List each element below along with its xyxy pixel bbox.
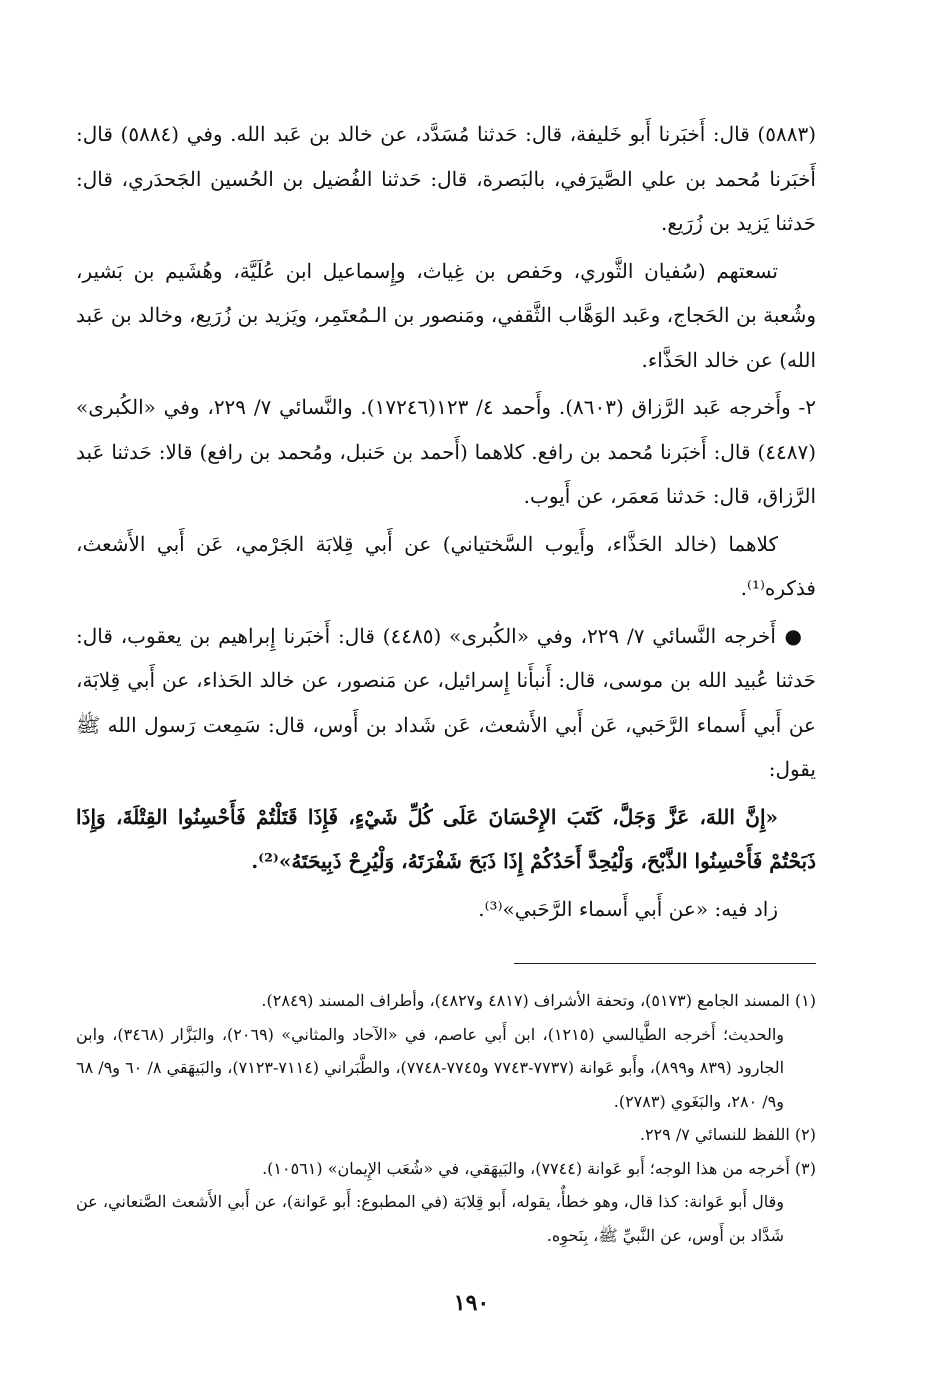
both-narrators-paragraph: كلاهما (خالد الحَذَّاء، وأَيوب السَّختياني) عن أَبي قِلابَة الجَرْمي، عَن أَبي الأَشعث، فذكره⁽¹⁾.: [76, 531, 816, 600]
bullet-icon: ●: [784, 623, 802, 648]
footnote-3: (٣) أَخرجه من هذا الوجه؛ أَبو عَوانة (٧٧٤٤)، والبَيهَقي، في «شُعَب الإِيمان» (١٠٥٦١).: [262, 1158, 816, 1178]
takhrij-paragraph: ٢- وأَخرجه عَبد الرَّزاق (٨٦٠٣). وأَحمد ٤/ ١٢٣(١٧٢٤٦). والنَّسائي ٧/ ٢٢٩، وفي «الكُبرى» (٤٤٨٧) قال: أَخبَرنا مُحمد بن رافع. كلاهما (أَحمد بن حَنبل، ومُحمد بن رافع) قالا: حَدثنا عَبد الرَّزاق، قال: حَدثنا مَعمَر، عن أَيوب.: [76, 395, 817, 508]
footnote-2: (٢) اللفظ للنسائي ٧/ ٢٢٩.: [639, 1125, 816, 1144]
footnote-1: (١) المسند الجامع (٥١٧٣)، وتحفة الأشراف (٤٨١٧ و٤٨٢٧)، وأطراف المسند (٢٨٤٩).: [261, 991, 816, 1010]
isnad-paragraph: (٥٨٨٣) قال: أَخبَرنا أَبو خَليفة، قال: حَدثنا مُسَدَّد، عن خالد بن عَبد الله. وفي (٥٨٨٤) قال: أَخبَرنا مُحمد بن علي الصَّيرَفي، بالبَصرة، قال: حَدثنا الفُضيل بن الحُسين الجَحدَري، قال: حَدثنا يَزيد بن زُرَيع.: [76, 122, 816, 235]
footnotes: [76, 984, 816, 1252]
footnote-3-continued: وقال أَبو عَوانة: كذا قال، وهو خطأٌ، يقوله، أَبو قِلابَة (في المطبوع: أَبو عَوانة)، عن أَبي الأَشعث الصَّنعاني، عن شَدَّاد بن أَوس، عن النَّبيِّ ﷺ، بِنَحوِه.: [76, 1192, 784, 1245]
page-number: ١٩٠: [453, 1290, 490, 1316]
narrators-paragraph: تسعتهم (سُفيان الثَّوري، وحَفص بن غِياث، وإِسماعيل ابن عُلَيَّة، وهُشَيم بن بَشير، وشُعبة بن الحَجاج، وعَبد الوَهَّاب الثَّقفي، ومَنصور بن الـمُعتَمِر، ويَزيد بن زُرَيع، وخالد بن عَبد الله) عن خالد الحَذَّاء.: [76, 258, 816, 372]
hadith-text: «إِنَّ اللهَ، عَزَّ وَجَلَّ، كَتَبَ الإِحْسَانَ عَلَى كُلِّ شَيْءٍ، فَإِذَا قَتَلْتُمْ فَأَحْسِنُوا القِتْلَةَ، وَإِذَا ذَبَحْتُمْ فَأَحْسِنُوا الذَّبْحَ، وَلْيُحِدَّ أَحَدُكُمْ إِذَا ذَبَحَ شَفْرَتَهُ، وَلْيُرِحْ ذَبِيحَتَهُ»⁽²⁾.: [76, 804, 816, 873]
main-text: [76, 112, 816, 934]
footnote-separator: [514, 963, 816, 964]
nasai-text: أَخرجه النَّسائي ٧/ ٢٢٩، وفي «الكُبرى» (٤٤٨٥) قال: أَخبَرنا إِبراهيم بن يعقوب، قال: حَدثنا عُبيد الله بن موسى، قال: أَنبأَنا إِسرائيل، عن مَنصور، عن خالد الحَذاء، عن أَبي قِلابَة، عن أَبي أَسماء الرَّحَبي، عَن أَبي الأَشعث، عَن شَداد بن أَوس، قال: سَمِعت رَسول الله ﷺ يقول:: [76, 623, 816, 781]
nasai-paragraph: [76, 614, 816, 792]
footnote-1-continued: والحديث؛ أَخرجه الطَّيالسي (١٢١٥)، ابن أَبي عاصم، في «الآحاد والمثاني» (٢٠٦٩)، والبَزَّار (٣٤٦٨)، وابن الجارود (٨٣٩ و٨٩٩)، وأَبو عَوانة (٧٧٣٧-٧٧٤٣ و٧٧٤٥-٧٧٤٨)، والطَّبَراني (٧١١٤-٧١٢٣)، والبَيهَقي ٨/ ٦٠ و٩/ ٦٨ و٩/ ٢٨٠، والبَغَوي (٢٧٨٣).: [76, 1024, 785, 1111]
addition-paragraph: زاد فيه: «عن أَبي أَسماء الرَّحَبي»⁽³⁾.: [478, 896, 778, 921]
